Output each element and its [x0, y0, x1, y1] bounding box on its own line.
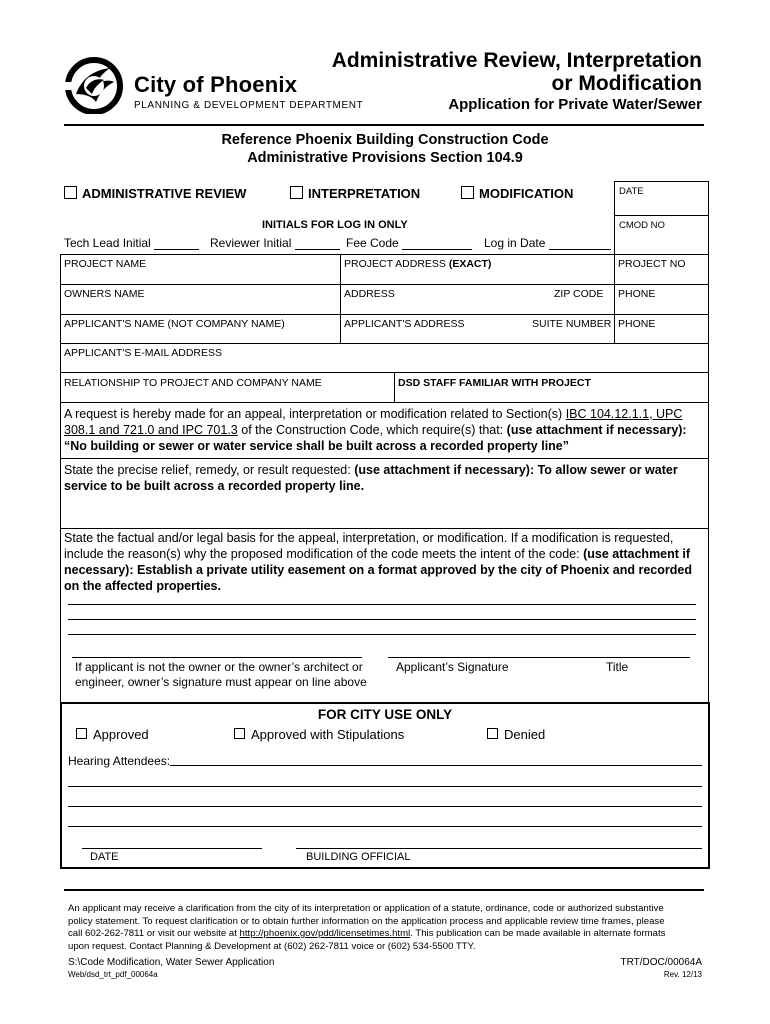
reviewer-field[interactable] — [295, 237, 340, 250]
relief-answer-b: service to be built across a recorded property line. — [64, 479, 365, 493]
footer-line-4: upon request. Contact Planning & Development at (602) 262-7811 voice or (602) 534-5500 TTY. — [68, 940, 476, 952]
project-no-field[interactable] — [615, 270, 707, 283]
subtitle: Application for Private Water/Sewer — [448, 96, 702, 113]
log-in-date — [484, 236, 611, 250]
applicant-signature-line[interactable] — [388, 657, 690, 658]
logo-city-name: City of Phoenix — [134, 72, 298, 97]
footer-line-2: policy statement. To request clarification or to obtain further information on the application process and applicable review time frames, please — [68, 915, 665, 927]
signature-note-line-1: If applicant is not the owner or the owner’s architect or — [75, 660, 363, 674]
basis-line-2b: (use attachment if — [583, 547, 691, 561]
relief-paragraph — [64, 462, 706, 494]
approved-label: Approved — [93, 727, 149, 742]
revision: Rev. 12/13 — [663, 970, 702, 979]
denied-checkbox[interactable] — [487, 728, 498, 739]
footer-rule — [64, 889, 704, 891]
project-address-field[interactable] — [341, 270, 613, 283]
logo-department: PLANNING & DEVELOPMENT DEPARTMENT — [134, 100, 364, 111]
relationship-label: RELATIONSHIP TO PROJECT AND COMPANY NAME — [64, 377, 322, 389]
file-path: S:\Code Modification, Water Sewer Application — [68, 957, 275, 968]
dsd-staff-label: DSD STAFF FAMILIAR WITH PROJECT — [398, 377, 591, 389]
date-field[interactable] — [615, 198, 707, 214]
relief-prompt: State the precise relief, remedy, or result requested: — [64, 463, 351, 477]
interpretation-label: INTERPRETATION — [308, 186, 421, 201]
hearing-line-4[interactable] — [68, 826, 702, 827]
modification-label: MODIFICATION — [479, 186, 574, 201]
relationship-field[interactable] — [61, 389, 393, 401]
header-rule — [64, 124, 704, 126]
applicants-email-field[interactable] — [61, 359, 707, 371]
owner-address-field[interactable] — [341, 300, 613, 313]
cmod-no-label: CMOD NO — [619, 220, 665, 231]
applicants-name-field[interactable] — [61, 330, 339, 342]
date-field-label: DATE — [619, 186, 644, 197]
denied-label: Denied — [504, 727, 546, 742]
owner-signature-note — [75, 660, 367, 690]
denied-option[interactable] — [487, 727, 545, 742]
phone-label-2: PHONE — [618, 318, 656, 330]
interpretation-checkbox[interactable] — [290, 186, 303, 199]
official-line[interactable] — [296, 848, 702, 849]
web-code: Web/dsd_trt_pdf_00064a — [68, 970, 158, 979]
basis-line-4: on the affected properties. — [64, 579, 221, 593]
reference-line-2: Administrative Provisions Section 104.9 — [247, 150, 523, 166]
applicants-email-label: APPLICANT'S E-MAIL ADDRESS — [64, 347, 222, 359]
tech-lead-label: Tech Lead Initial — [64, 236, 151, 250]
log-in-date-field[interactable] — [549, 237, 611, 250]
footer-line-3a: call 602-262-7811 or visit our website at — [68, 928, 237, 939]
request-sections-a: IBC 104.12.1.1, UPC — [565, 407, 683, 421]
city-date-line[interactable] — [82, 848, 262, 849]
owner-phone-field[interactable] — [615, 300, 707, 313]
basis-paragraph — [64, 530, 706, 594]
city-use-heading: FOR CITY USE ONLY — [317, 707, 453, 722]
footer-line-3b: . This publication can be made available in alternate formats — [410, 928, 666, 939]
owner-signature-line[interactable] — [72, 657, 362, 658]
project-name-label: PROJECT NAME — [64, 258, 147, 270]
reviewer-label: Reviewer Initial — [210, 236, 292, 250]
request-paragraph — [64, 406, 706, 454]
basis-line-3: necessary): Establish a private utility easement on a format approved by the city of Phoenix and recorded — [64, 563, 692, 577]
title-line-2: or Modification — [551, 72, 702, 95]
basis-write-line-1[interactable] — [68, 604, 696, 605]
request-intro: A request is hereby made for an appeal, interpretation or modification related to Section(s) — [64, 407, 563, 421]
zip-code-label: ZIP CODE — [554, 288, 604, 300]
title-line-1: Administrative Review, Interpretation — [331, 49, 702, 72]
city-logo — [64, 56, 364, 114]
project-name-field[interactable] — [61, 270, 339, 283]
project-no-label: PROJECT NO — [618, 258, 686, 270]
phone-label-1: PHONE — [618, 288, 656, 300]
building-official-label: BUILDING OFFICIAL — [306, 851, 411, 863]
hearing-line-1[interactable] — [170, 765, 702, 766]
applicants-address-field[interactable] — [341, 330, 613, 342]
basis-write-line-3[interactable] — [68, 634, 696, 635]
basis-line-2a: include the reason(s) why the proposed modification of the code meets the intent of the code: — [64, 547, 580, 561]
title-label: Title — [606, 660, 629, 674]
reviewer-initial — [210, 236, 340, 250]
request-attach: (use attachment if necessary): — [506, 423, 687, 437]
approved-stip-checkbox[interactable] — [234, 728, 245, 739]
fee-code — [346, 236, 472, 250]
address-label: ADDRESS — [344, 288, 395, 300]
hearing-attendees-label: Hearing Attendees: — [68, 754, 171, 768]
applicant-phone-field[interactable] — [615, 330, 707, 342]
reference-line-1: Reference Phoenix Building Construction Code — [221, 132, 549, 148]
modification-option[interactable] — [461, 186, 573, 201]
admin-review-checkbox[interactable] — [64, 186, 77, 199]
hearing-line-3[interactable] — [68, 806, 702, 807]
applicants-address-label: APPLICANT'S ADDRESS — [344, 318, 465, 330]
tech-lead-field[interactable] — [154, 237, 199, 250]
owners-name-label: OWNERS NAME — [64, 288, 145, 300]
applicants-name-label: APPLICANT'S NAME (NOT COMPANY NAME) — [64, 318, 285, 330]
suite-number-label: SUITE NUMBER — [532, 318, 612, 330]
city-date-label: DATE — [90, 851, 119, 863]
interpretation-option[interactable] — [290, 186, 420, 201]
tech-lead-initial — [64, 236, 199, 250]
fee-code-label: Fee Code — [346, 236, 399, 250]
owners-name-field[interactable] — [61, 300, 339, 313]
approved-stip-label: Approved with Stipulations — [251, 727, 405, 742]
footer-text — [68, 903, 704, 953]
project-address-text: PROJECT ADDRESS — [344, 258, 446, 270]
basis-line-1: State the factual and/or legal basis for the appeal, interpretation, or modification. If a modification is requested, — [64, 531, 674, 545]
initials-title: INITIALS FOR LOG IN ONLY — [262, 219, 408, 231]
dsd-staff-field[interactable] — [395, 389, 707, 401]
approved-option[interactable] — [76, 727, 149, 742]
applicant-signature-label: Applicant’s Signature — [396, 660, 509, 674]
signature-note-line-2: engineer, owner’s signature must appear on line above — [75, 675, 367, 689]
fee-code-field[interactable] — [402, 237, 472, 250]
doc-id: TRT/DOC/00064A — [620, 957, 702, 968]
request-quote: “No building or sewer or water service shall be built across a recorded property line” — [64, 439, 570, 453]
relief-answer-a: (use attachment if necessary): To allow sewer or water — [354, 463, 678, 477]
cmod-no-field[interactable] — [615, 232, 707, 253]
footer-website-link[interactable]: http://phoenix.gov/pdd/licensetimes.html — [239, 928, 411, 939]
phoenix-bird-icon — [64, 56, 124, 114]
approved-checkbox[interactable] — [76, 728, 87, 739]
request-mid: of the Construction Code, which require(s) that: — [241, 423, 504, 437]
admin-review-label: ADMINISTRATIVE REVIEW — [82, 186, 247, 201]
basis-write-line-2[interactable] — [68, 619, 696, 620]
project-address-exact: (EXACT) — [448, 258, 492, 270]
hearing-line-2[interactable] — [68, 786, 702, 787]
approved-stip-option[interactable] — [234, 727, 404, 742]
admin-review-option[interactable] — [64, 186, 246, 201]
project-address-label — [344, 258, 491, 270]
footer-line-1: An applicant may receive a clarification from the city of its interpretation or application of a statute, ordinance, code or authorized substantive — [68, 903, 664, 914]
log-in-date-label: Log in Date — [484, 236, 546, 250]
modification-checkbox[interactable] — [461, 186, 474, 199]
request-sections-b: 308.1 and 721.0 and IPC 701.3 — [64, 423, 238, 437]
